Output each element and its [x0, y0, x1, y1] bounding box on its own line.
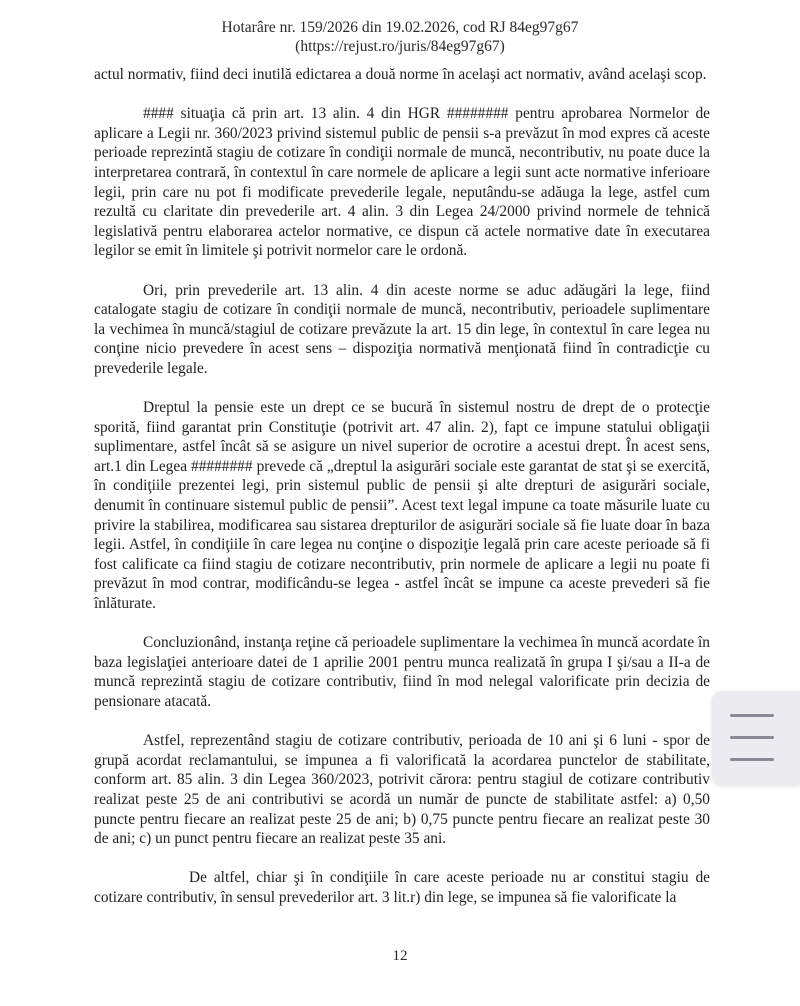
page-number: 12 — [392, 948, 408, 964]
paragraph: Concluzionând, instanţa reţine că perioadele suplimentare la vechimea în muncă acordate în baza legislaţiei anterioare datei de 1 aprilie 2001 pentru munca realizată în grupa I şi/sau a II-a de muncă reprezintă stagiu de cotizare contributiv, fiind în mod nelegal valorificate prin decizia de pensionare atacată. — [94, 634, 710, 710]
paragraph: Dreptul la pensie este un drept ce se bucură în sistemul nostru de drept de o protecţie sporită, fiind garantat prin Constituţie (potrivit art. 47 alin. 2), fapt ce impune statului obligaţii suplimentare, astfel încât să se asigure un nivel superior de ocrotire a acestui drept. În acest sens, art.1 din Legea ######## prevede că „dreptul la asigurări sociale este garantat de stat şi se exercită, în condiţiile prezentei legi, prin sistemul public de pensii şi alte drepturi de asigurări sociale, denumit în continuare sistemul public de pensii”. Acest text legal impune ca toate măsurile luate cu privire la stabilirea, modificarea sau sistarea drepturilor de asigurări sociale să fie luate doar în baza legii. Astfel, în condiţiile în care legea nu conţine o dispoziţie legală prin care aceste perioade să fi fost calificate ca fiind stagiu de cotizare necontributiv, prin normele de aplicare a legii nu poate fi prevăzut în mod contrar, modificându-se legea - astfel încât se impune ca aceste prevederi să fie înlăturate. — [94, 399, 710, 613]
document-header — [0, 18, 800, 56]
header-url: (https://rejust.ro/juris/84eg97g67) — [295, 38, 505, 55]
menu-button[interactable] — [712, 691, 800, 785]
header-title: Hotarâre nr. 159/2026 din 19.02.2026, cod RJ 84eg97g67 — [221, 19, 579, 36]
paragraph-continuation: actul normativ, fiind deci inutilă edictarea a două norme în acelaşi act normativ, având acelaşi scop. — [94, 66, 707, 83]
paragraph: De altfel, chiar şi în condiţiile în care aceste perioade nu ar constitui stagiu de cotizare contributiv, în sensul prevederilor art. 3 lit.r) din lege, se impunea să fie valorificate la — [94, 869, 710, 906]
paragraph: Astfel, reprezentând stagiu de cotizare contributiv, perioada de 10 ani şi 6 luni - spor de grupă acordat reclamantului, se impunea a fi valorificată la acordarea punctelor de stabilitate, conform art. 85 alin. 3 din Legea 360/2023, potrivit cărora: pentru stagiul de cotizare contributiv realizat peste 25 de ani contributivi se acordă un număr de puncte de stabilitate astfel: a) 0,50 puncte pentru fiecare an realizat peste 25 de ani; b) 0,75 puncte pentru fiecare an realizat peste 30 de ani; c) un punct pentru fiecare an realizat peste 35 ani. — [94, 732, 710, 848]
document-body — [94, 65, 710, 927]
paragraph: Ori, prin prevederile art. 13 alin. 4 din aceste norme se aduc adăugări la lege, fiind catalogate stagiu de cotizare în condiţii normale de muncă, necontributiv, perioadele suplimentare la vechimea în muncă/stagiul de cotizare prevăzute la art. 15 din lege, în contextul în care legea nu conţine nicio prevedere în acest sens – dispoziţia normativă menţionată fiind în contradicţie cu prevederile legale. — [94, 281, 710, 377]
paragraph: #### situaţia că prin art. 13 alin. 4 din HGR ######## pentru aprobarea Normelor de aplicare a Legii nr. 360/2023 privind sistemul public de pensii s-a prevăzut în mod expres că aceste perioade reprezintă stagiu de cotizare în condiţii normale de muncă, necontributiv, nu poate duce la interpretarea contrară, în contextul în care normele de aplicare a legii sunt acte normative inferioare legii, prin care nu pot fi modificate prevederile legale, neputându-se adăuga la lege, astfel cum rezultă cu claritate din prevederile art. 4 alin. 3 din Legea 24/2000 privind normele de tehnică legislativă pentru elaborarea actelor normative, ce dispun că actele normative date în executarea legilor se emit în limitele şi potrivit normelor care le ordonă. — [94, 105, 710, 260]
